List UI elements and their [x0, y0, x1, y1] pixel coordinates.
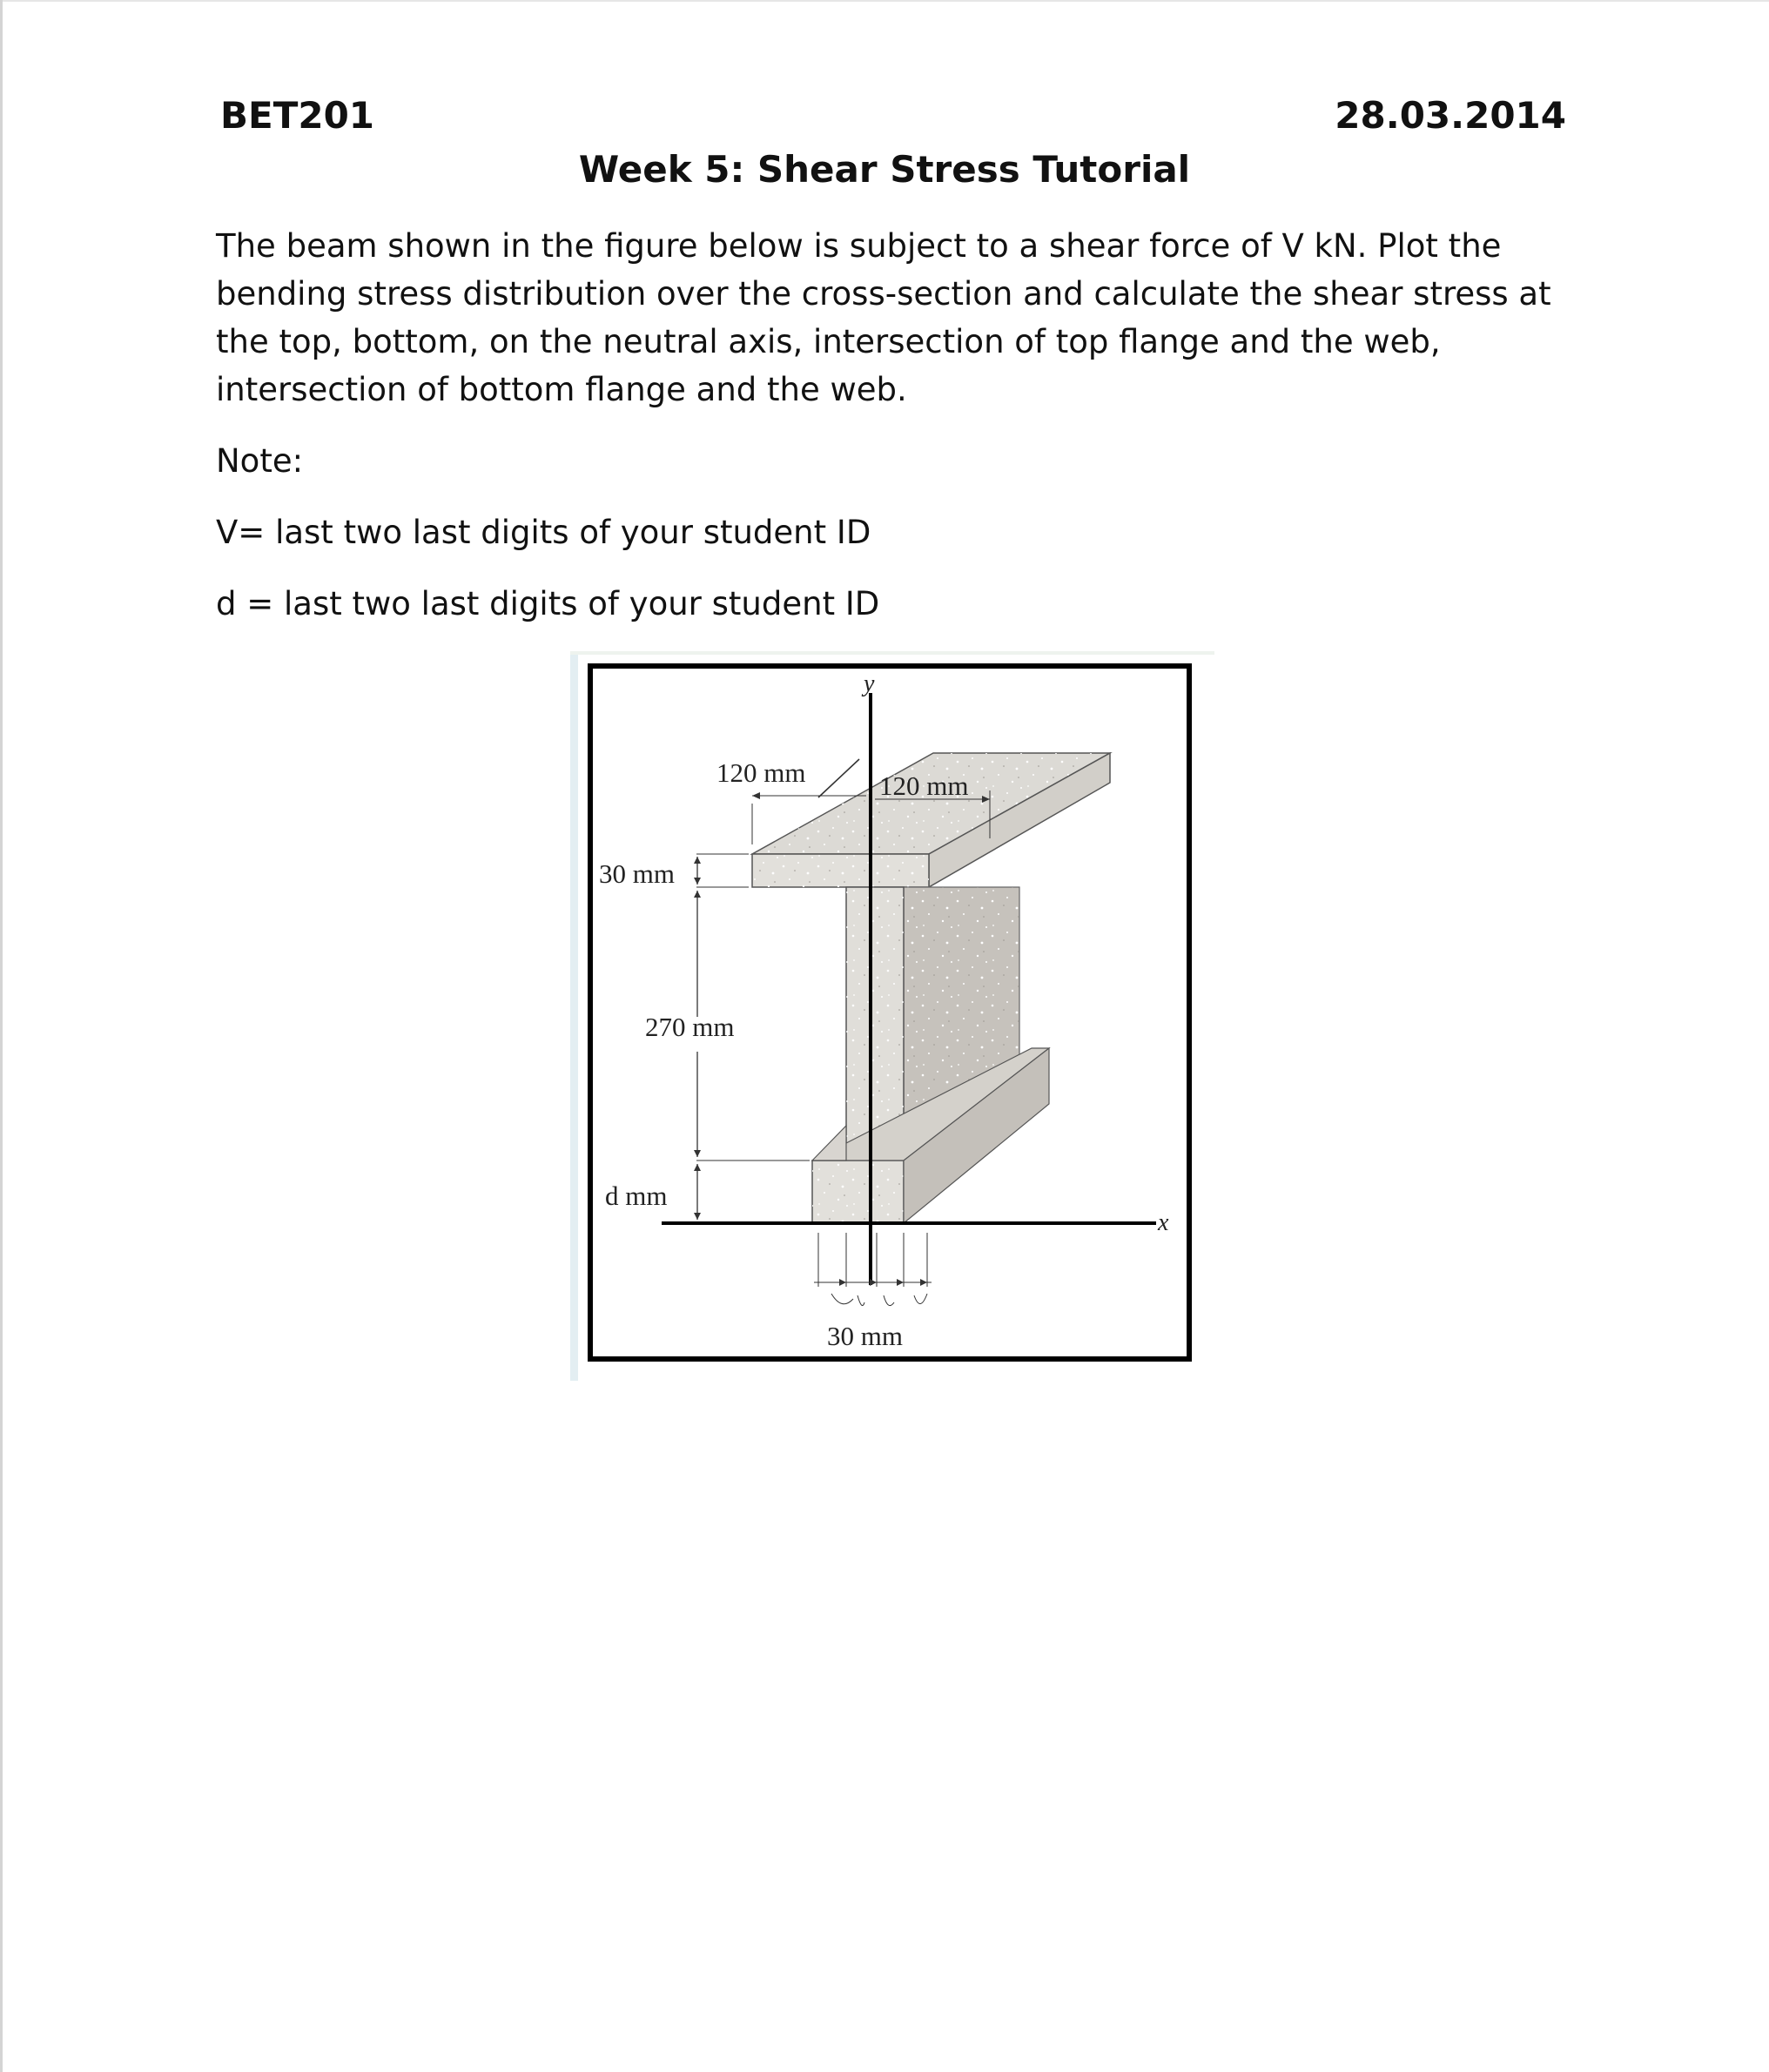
bottom-stub-front-texture: [812, 1160, 904, 1223]
top-flange-front-texture: [752, 854, 929, 887]
page-left-border: [0, 0, 3, 2072]
note-d-definition: d = last two last digits of your student ID: [216, 585, 880, 622]
document-date: 28.03.2014: [1335, 94, 1566, 137]
dim-bottom-height: d mm: [605, 1181, 668, 1211]
course-code: BET201: [220, 94, 375, 137]
dim-flange-thickness: 30 mm: [599, 858, 675, 889]
y-axis-label: y: [864, 670, 875, 697]
x-axis-label: x: [1158, 1209, 1169, 1236]
figure-top-tint: [570, 651, 1214, 655]
problem-statement: The beam shown in the figure below is subject to a shear force of V kN. Plot the bending stress distribution over the cross-section and calculate the shear stress at the top, bottom, on the neutral axis, intersection of top flange and the web, intersection of bottom flange and the web.: [216, 227, 1551, 408]
document-title: Week 5: Shear Stress Tutorial: [578, 148, 1191, 191]
note-v-definition: V= last two last digits of your student ID: [216, 514, 871, 551]
dim-flange-right-width: 120 mm: [879, 770, 969, 801]
dim-web-thickness: 30 mm: [827, 1321, 903, 1351]
note-label: Note:: [216, 442, 304, 480]
dim-web-height: 270 mm: [645, 1012, 735, 1042]
page-top-border: [0, 0, 1769, 2]
figure-left-tint: [570, 651, 578, 1381]
beam-diagram: [570, 651, 1214, 1381]
dim-flange-left-width: 120 mm: [716, 757, 806, 788]
beam-figure: [570, 651, 1214, 1381]
